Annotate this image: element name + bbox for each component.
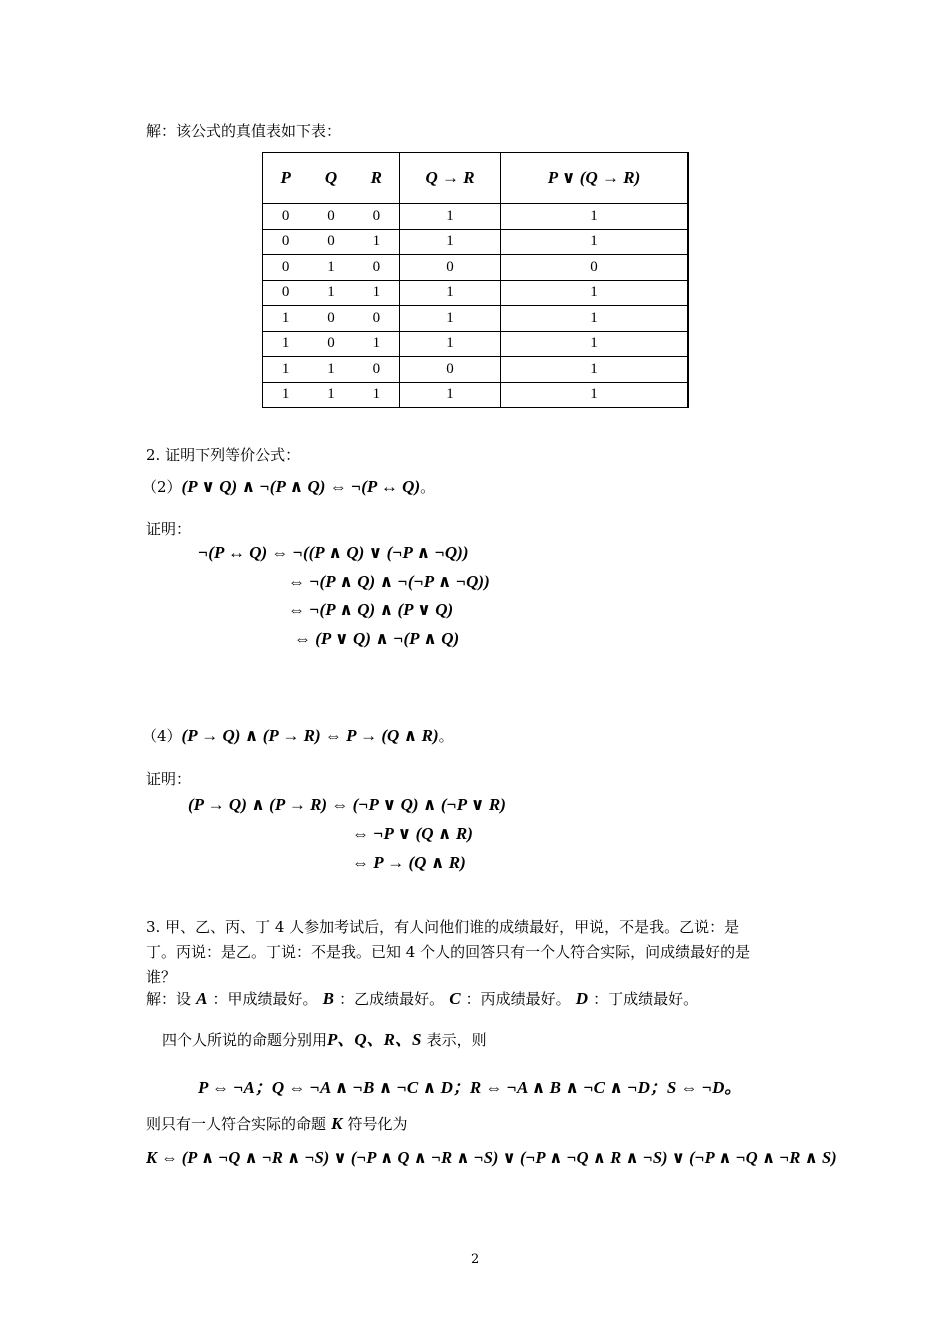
page-number: 2	[471, 1252, 480, 1267]
table-row	[263, 331, 689, 357]
truth-table	[262, 152, 689, 408]
cell-p-or-q-implies-r: 1	[501, 382, 689, 408]
cell-p-or-q-implies-r: 1	[501, 280, 689, 306]
q3-line-2: 丁。丙说：是乙。丁说：不是我。已知 4 个人的回答只有一个人符合实际，问成绩最好的是	[146, 943, 751, 961]
table-row	[263, 255, 689, 281]
cell-p-or-q-implies-r: 1	[501, 331, 689, 357]
cell-r: 0	[372, 258, 381, 275]
cell-r: 1	[372, 335, 381, 352]
k-prefix: 则只有一人符合实际的命题	[146, 1115, 327, 1133]
table-row	[263, 204, 689, 230]
q2-part2	[142, 476, 435, 497]
props-vars: P、Q、R、S	[327, 1030, 422, 1049]
q2-part4-end: 。	[438, 727, 454, 745]
q3-k-formula: K ⇔ (P ∧ ¬Q ∧ ¬R ∧ ¬S) ∨ (¬P ∧ Q ∧ ¬R ∧ ¬S) ∨ (¬P ∧ ¬Q ∧ R ∧ ¬S) ∨ (¬P ∧ ¬Q ∧ ¬R ∧ S)	[146, 1148, 837, 1167]
intro-text: 解：该公式的真值表如下表：	[146, 122, 342, 140]
q2-part4-label: （4）	[142, 727, 182, 745]
cell-p: 0	[281, 233, 290, 250]
q2-proof-label: 证明：	[146, 520, 192, 538]
cell-pqr	[263, 229, 400, 255]
cell-r: 1	[372, 386, 381, 403]
q4-proof-label: 证明：	[146, 770, 192, 788]
table-row	[263, 382, 689, 408]
proof4-line-1: (P → Q) ∧ (P → R) ⇔ (¬P ∨ Q) ∧ (¬P ∨ R)	[188, 795, 506, 814]
cell-pqr	[263, 357, 400, 383]
cell-q-implies-r: 1	[400, 306, 501, 332]
cell-q-implies-r: 1	[400, 331, 501, 357]
q3-solution-line	[146, 988, 698, 1009]
cell-p-or-q-implies-r: 1	[501, 204, 689, 230]
cell-q: 1	[327, 360, 335, 377]
sol-prefix: 解：设	[146, 990, 192, 1008]
var-d: D	[575, 989, 589, 1008]
cell-q: 1	[327, 284, 335, 301]
cell-p: 0	[281, 284, 290, 301]
cell-r: 0	[372, 207, 381, 224]
cell-pqr	[263, 255, 400, 281]
props-suffix: 表示，则	[426, 1031, 487, 1049]
props-prefix: 四个人所说的命题分别用	[162, 1031, 328, 1049]
cell-p: 1	[281, 335, 290, 352]
cell-r: 0	[372, 360, 381, 377]
q2-part4-formula: (P → Q) ∧ (P → R) ⇔ P → (Q ∧ R)	[181, 726, 439, 745]
q2-part2-formula: (P ∨ Q) ∧ ¬(P ∧ Q) ⇔ ¬(P ↔ Q)	[181, 477, 421, 496]
header-pqr	[263, 153, 400, 204]
proof4-line-3: ⇔ P → (Q ∧ R)	[352, 853, 466, 872]
var-c: C	[449, 989, 461, 1008]
q2-part2-end: 。	[420, 478, 436, 496]
q2-part4	[142, 725, 454, 746]
cell-pqr	[263, 306, 400, 332]
q3-line-1: 3. 甲、乙、丙、丁 4 人参加考试后，有人问他们谁的成绩最好，甲说，不是我。乙说：是	[146, 918, 740, 936]
table-header-row	[263, 153, 689, 204]
q2-title: 2. 证明下列等价公式：	[146, 446, 301, 464]
header-p-or-q-implies-r: P ∨ (Q → R)	[501, 153, 689, 204]
q3-definitions: P ⇔ ¬A；Q ⇔ ¬A ∧ ¬B ∧ ¬C ∧ D；R ⇔ ¬A ∧ B ∧ ¬C ∧ ¬D；S ⇔ ¬D。	[198, 1078, 742, 1097]
cell-r: 1	[372, 233, 381, 250]
cell-q-implies-r: 1	[400, 280, 501, 306]
cell-p-or-q-implies-r: 1	[501, 357, 689, 383]
cell-q: 0	[327, 309, 335, 326]
cell-q-implies-r: 1	[400, 204, 501, 230]
cell-q: 1	[327, 386, 335, 403]
cell-q: 0	[327, 207, 335, 224]
proof2-line-4: ⇔ (P ∨ Q) ∧ ¬(P ∧ Q)	[294, 629, 460, 648]
q2-part2-label: （2）	[142, 478, 182, 496]
sol-d-text: ：丁成绩最好。	[593, 990, 699, 1008]
cell-r: 0	[372, 309, 381, 326]
var-b: B	[322, 989, 334, 1008]
q3-line-3: 谁？	[146, 968, 177, 986]
cell-pqr	[263, 280, 400, 306]
cell-p: 1	[281, 386, 290, 403]
cell-q-implies-r: 1	[400, 382, 501, 408]
header-r: R	[370, 168, 382, 187]
table-row	[263, 280, 689, 306]
sol-b-text: ：乙成绩最好。	[339, 990, 445, 1008]
cell-p-or-q-implies-r: 1	[501, 306, 689, 332]
cell-p-or-q-implies-r: 1	[501, 229, 689, 255]
proof2-line-1: ¬(P ↔ Q) ⇔ ¬((P ∧ Q) ∨ (¬P ∧ ¬Q))	[198, 543, 469, 562]
cell-pqr	[263, 382, 400, 408]
cell-q: 1	[327, 258, 335, 275]
cell-q-implies-r: 0	[400, 255, 501, 281]
var-a: A	[196, 989, 208, 1008]
cell-q-implies-r: 0	[400, 357, 501, 383]
cell-p: 1	[281, 309, 290, 326]
proof2-line-2: ⇔ ¬(P ∧ Q) ∧ ¬(¬P ∧ ¬Q))	[288, 572, 490, 591]
table-row	[263, 357, 689, 383]
k-suffix: 符号化为	[347, 1115, 408, 1133]
q3-k-line	[146, 1113, 408, 1134]
var-k: K	[331, 1114, 343, 1133]
q3-props-line	[162, 1025, 487, 1050]
sol-c-text: ：丙成绩最好。	[465, 990, 571, 1008]
cell-p: 0	[281, 207, 290, 224]
cell-q: 0	[327, 233, 335, 250]
cell-q-implies-r: 1	[400, 229, 501, 255]
header-p: P	[280, 168, 291, 187]
cell-p-or-q-implies-r: 0	[501, 255, 689, 281]
header-q-implies-r: Q → R	[400, 153, 501, 204]
cell-p: 0	[281, 258, 290, 275]
cell-pqr	[263, 204, 400, 230]
table-row	[263, 306, 689, 332]
cell-r: 1	[372, 284, 381, 301]
header-q: Q	[324, 168, 338, 187]
cell-p: 1	[281, 360, 290, 377]
cell-pqr	[263, 331, 400, 357]
cell-q: 0	[327, 335, 335, 352]
table-row	[263, 229, 689, 255]
proof2-line-3: ⇔ ¬(P ∧ Q) ∧ (P ∨ Q)	[288, 600, 454, 619]
sol-a-text: ：甲成绩最好。	[212, 990, 318, 1008]
proof4-line-2: ⇔ ¬P ∨ (Q ∧ R)	[352, 824, 473, 843]
